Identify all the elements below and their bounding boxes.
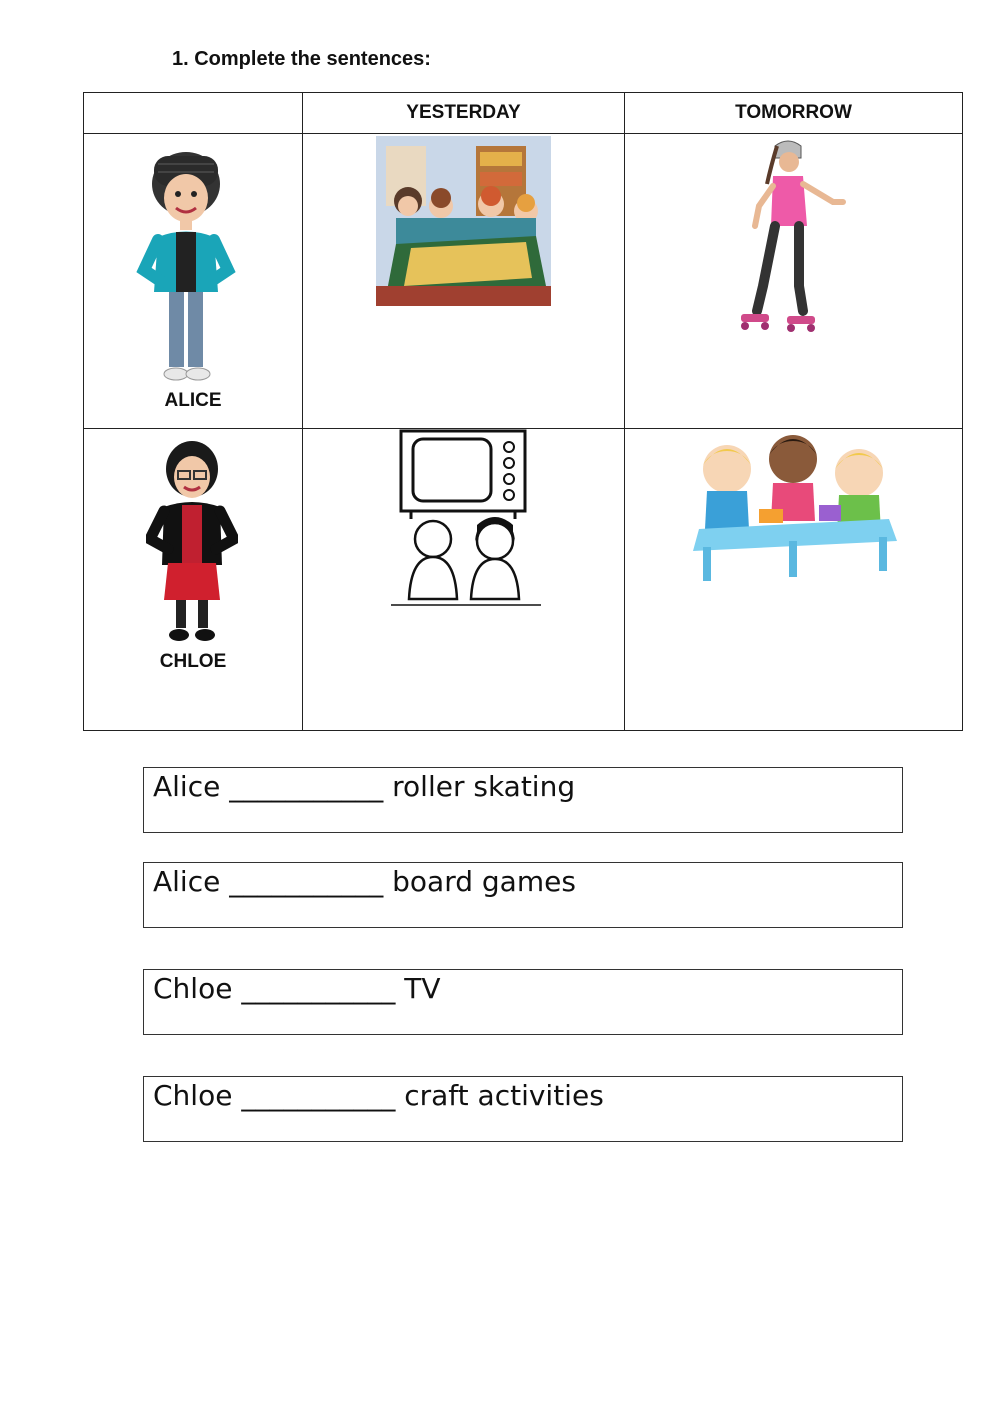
alice-cell bbox=[84, 134, 303, 429]
chloe-row bbox=[84, 429, 963, 731]
alice-yesterday-cell bbox=[303, 134, 625, 429]
sentence-box-3[interactable] bbox=[143, 969, 903, 1035]
sentence-text-2: Alice ___________ board games bbox=[153, 865, 576, 898]
sentence-box-4[interactable] bbox=[143, 1076, 903, 1142]
chloe-tomorrow-cell bbox=[625, 429, 963, 731]
activity-table bbox=[83, 92, 963, 731]
header-tomorrow: TOMORROW bbox=[625, 93, 963, 134]
sentence-text-1: Alice ___________ roller skating bbox=[153, 770, 576, 803]
alice-avatar-icon bbox=[136, 142, 236, 387]
header-yesterday: YESTERDAY bbox=[303, 93, 625, 134]
watching-tv-picture-icon bbox=[391, 429, 551, 609]
sentence-box-2[interactable] bbox=[143, 862, 903, 928]
craft-activities-picture-icon bbox=[689, 429, 899, 589]
header-blank bbox=[84, 93, 303, 134]
sentence-text-3: Chloe ___________ TV bbox=[153, 972, 441, 1005]
chloe-name-label: CHLOE bbox=[159, 651, 227, 672]
sentence-text-4: Chloe ___________ craft activities bbox=[153, 1079, 604, 1112]
alice-name-label: ALICE bbox=[164, 390, 222, 411]
sentence-box-1[interactable] bbox=[143, 767, 903, 833]
chloe-cell bbox=[84, 429, 303, 731]
alice-row bbox=[84, 134, 963, 429]
roller-skating-picture-icon bbox=[733, 136, 853, 336]
chloe-avatar-icon bbox=[146, 435, 238, 647]
header-row bbox=[84, 93, 963, 134]
chloe-yesterday-cell bbox=[303, 429, 625, 731]
alice-tomorrow-cell bbox=[625, 134, 963, 429]
exercise-heading: 1. Complete the sentences: bbox=[172, 48, 431, 70]
board-game-picture-icon bbox=[376, 136, 551, 306]
